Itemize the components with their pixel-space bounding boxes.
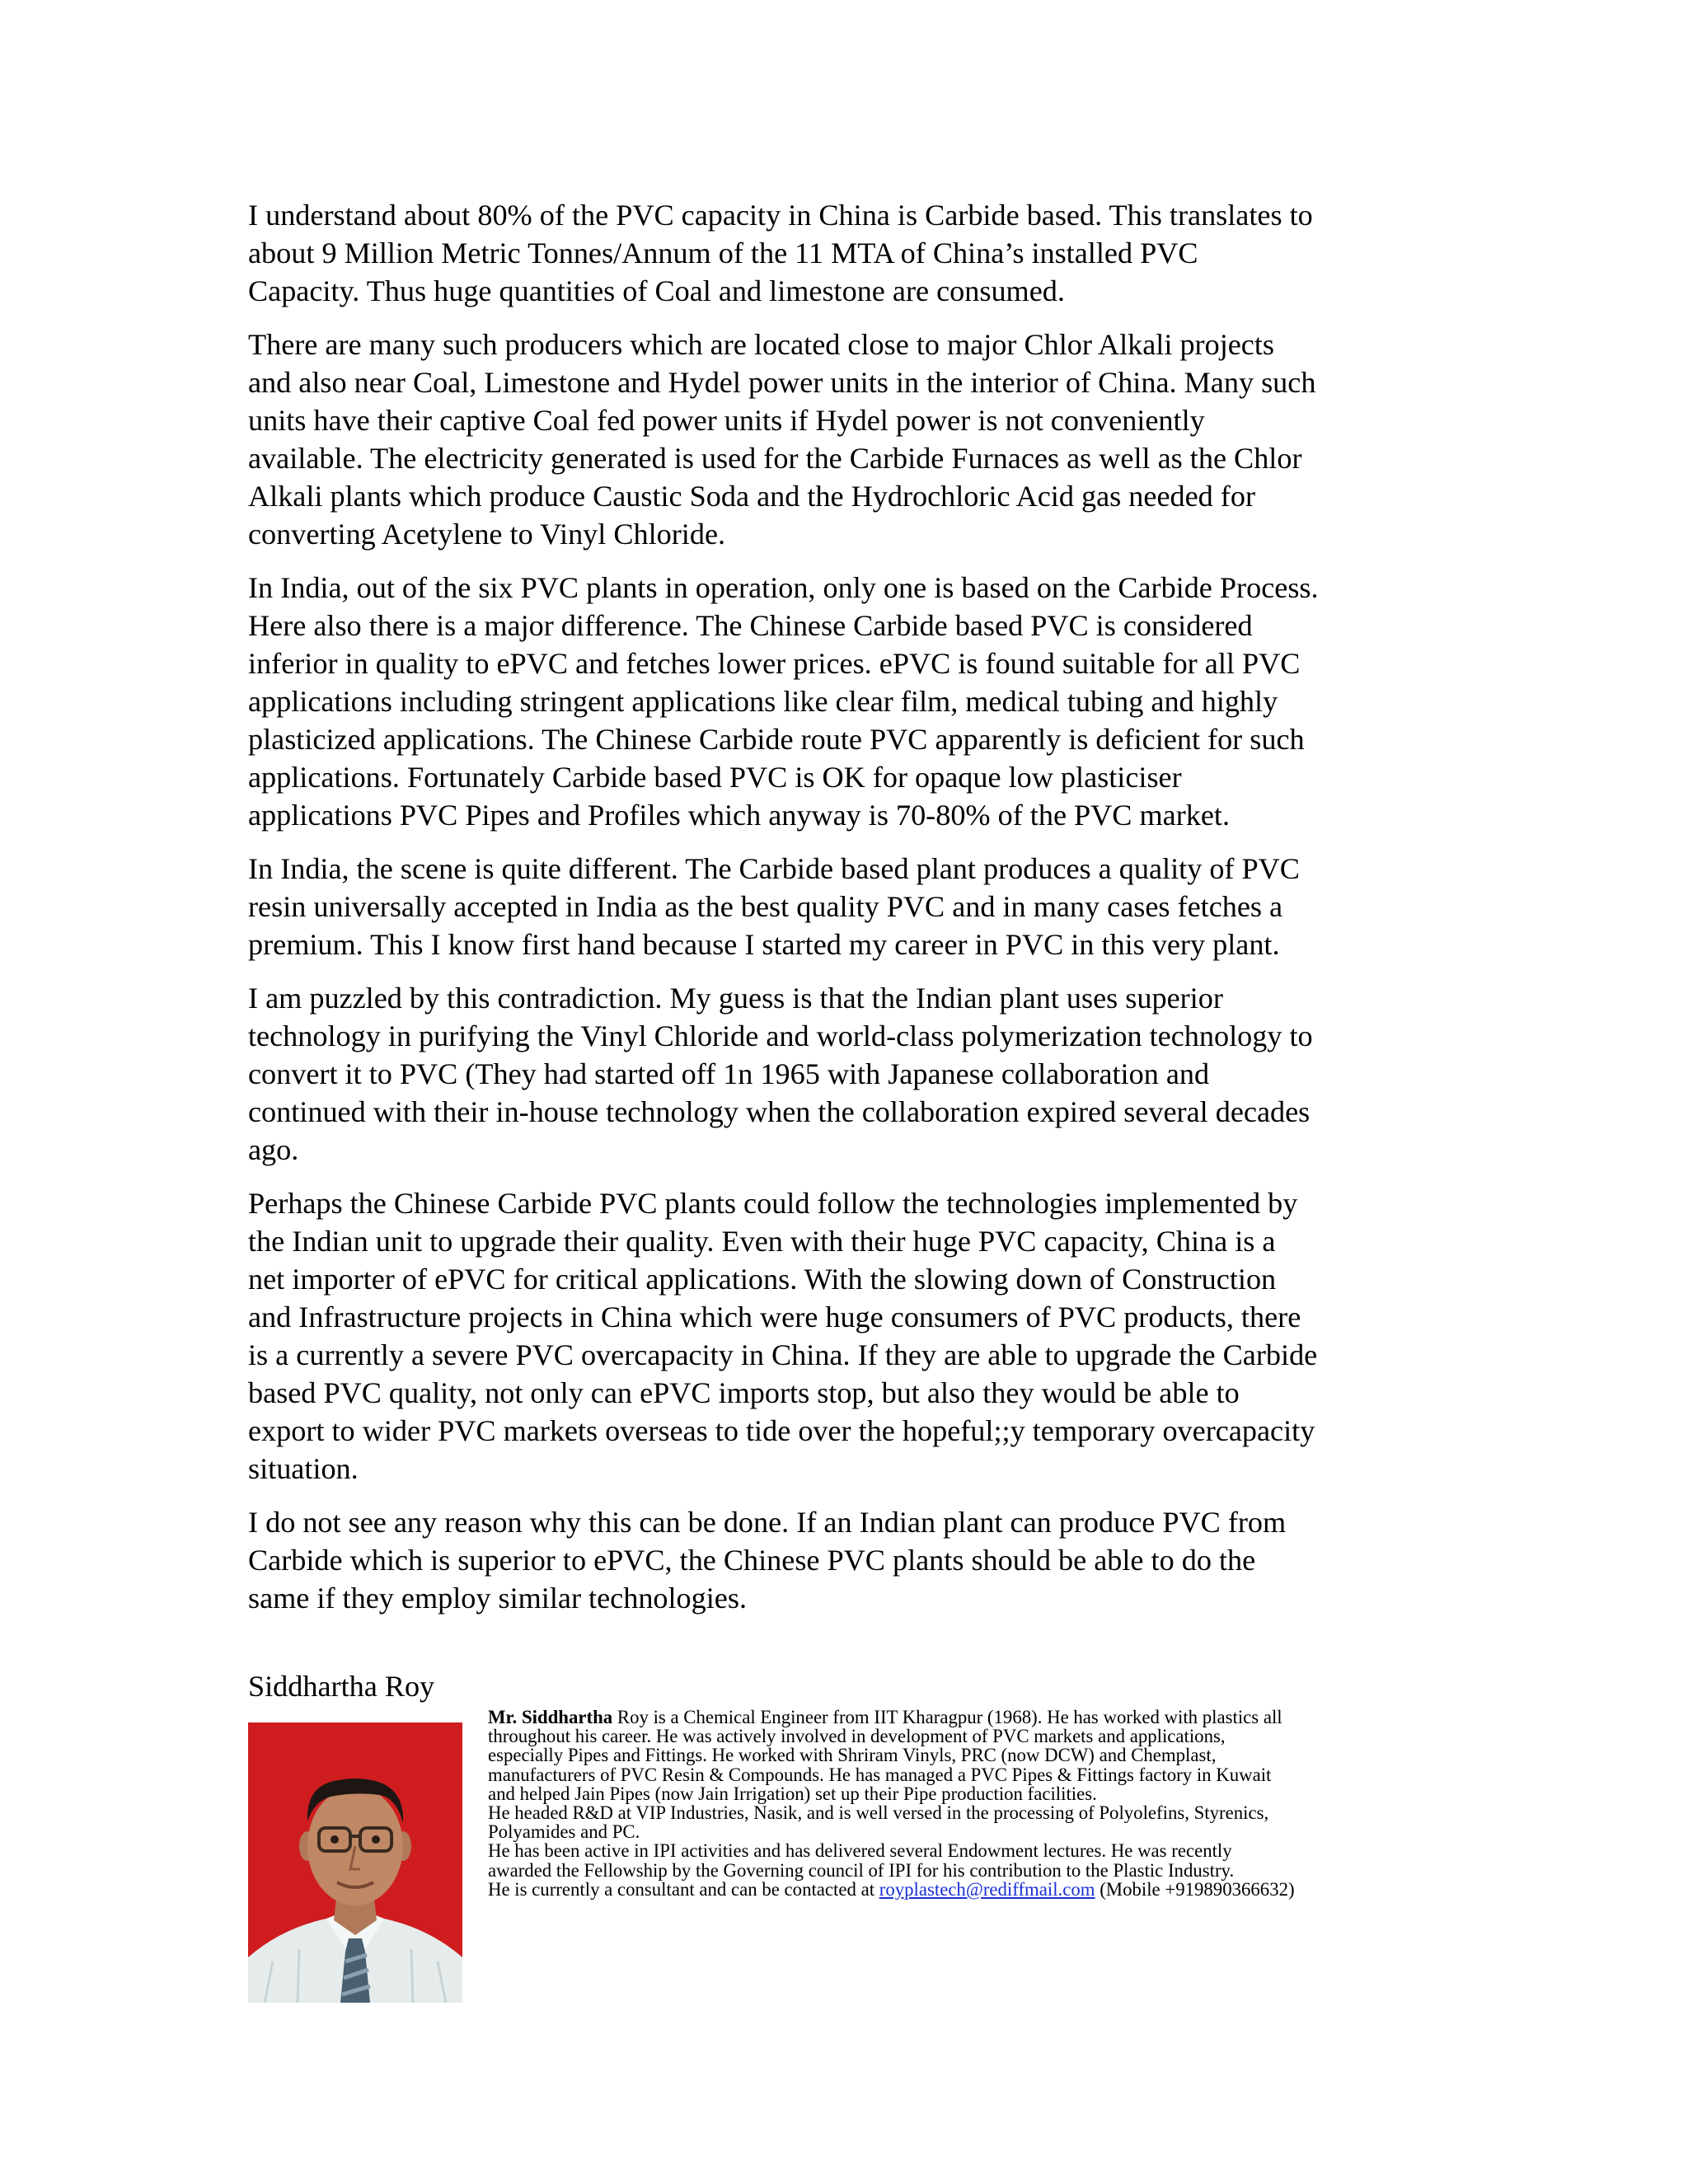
text-line: the Indian unit to upgrade their quality. Even with their huge PVC capacity, China is a [248, 1225, 1276, 1258]
bio-line: and helped Jain Pipes (now Jain Irrigation) set up their Pipe production facilities. [488, 1783, 1097, 1804]
bio-line: He headed R&D at VIP Industries, Nasik, and is well versed in the processing of Polyolefins, Styrenics, [488, 1802, 1269, 1824]
text-line: inferior in quality to ePVC and fetches lower prices. ePVC is found suitable for all PVC [248, 647, 1301, 680]
paragraph-3 [248, 569, 1451, 834]
bio-line: manufacturers of PVC Resin & Compounds. He has managed a PVC Pipes & Fittings factory in Kuwait [488, 1764, 1272, 1785]
bio-line: throughout his career. He was actively involved in development of PVC markets and applications, [488, 1726, 1226, 1747]
paragraph-5 [248, 979, 1451, 1169]
text-line: units have their captive Coal fed power units if Hydel power is not conveniently [248, 404, 1205, 437]
mobile-number: (Mobile +919890366632) [1095, 1878, 1295, 1900]
text-line: export to wider PVC markets overseas to tide over the hopeful;;y temporary overcapacity [248, 1414, 1315, 1447]
text-line: In India, out of the six PVC plants in operation, only one is based on the Carbide Process. [248, 571, 1319, 604]
text-line: Capacity. Thus huge quantities of Coal and limestone are consumed. [248, 274, 1065, 307]
text-line: net importer of ePVC for critical applications. With the slowing down of Construction [248, 1263, 1277, 1296]
text-line: applications PVC Pipes and Profiles which anyway is 70-80% of the PVC market. [248, 799, 1231, 832]
text-line: I understand about 80% of the PVC capacity in China is Carbide based. This translates to [248, 199, 1313, 232]
text-line: ago. [248, 1133, 299, 1166]
text-line: available. The electricity generated is used for the Carbide Furnaces as well as the Chlor [248, 442, 1302, 475]
text-line: same if they employ similar technologies. [248, 1582, 747, 1615]
text-line: In India, the scene is quite different. The Carbide based plant produces a quality of PVC [248, 852, 1300, 885]
text-line: and Infrastructure projects in China which were huge consumers of PVC products, there [248, 1301, 1301, 1333]
author-portrait-image [248, 1722, 462, 2003]
contact-prefix: He is currently a consultant and can be contacted at [488, 1878, 879, 1900]
text-line: resin universally accepted in India as the best quality PVC and in many cases fetches a [248, 890, 1283, 923]
paragraph-2 [248, 326, 1451, 553]
bio-line: especially Pipes and Fittings. He worked with Shriram Vinyls, PRC (now DCW) and Chemplast, [488, 1745, 1217, 1766]
text-line: about 9 Million Metric Tonnes/Annum of the 11 MTA of China’s installed PVC [248, 237, 1198, 269]
text-line: convert it to PVC (They had started off 1n 1965 with Japanese collaboration and [248, 1057, 1210, 1090]
text-line: Perhaps the Chinese Carbide PVC plants could follow the technologies implemented by [248, 1187, 1298, 1220]
bio-line: He has been active in IPI activities and has delivered several Endowment lectures. He was recently [488, 1840, 1232, 1862]
text-line: continued with their in-house technology when the collaboration expired several decades [248, 1095, 1311, 1128]
text-line: I do not see any reason why this can be done. If an Indian plant can produce PVC from [248, 1506, 1287, 1539]
paragraph-4 [248, 850, 1451, 963]
text-line: converting Acetylene to Vinyl Chloride. [248, 518, 726, 551]
bio-name: Mr. Siddhartha [488, 1707, 613, 1727]
article-body [248, 196, 1451, 1633]
bio-line: Polyamides and PC. [488, 1821, 640, 1843]
author-bio [488, 1708, 1452, 1899]
text-line: situation. [248, 1452, 359, 1485]
bio-contact-line [488, 1880, 1452, 1899]
email-link[interactable]: royplastech@rediffmail.com [879, 1878, 1095, 1900]
text-line: and also near Coal, Limestone and Hydel power units in the interior of China. Many such [248, 366, 1316, 399]
text-line: plasticized applications. The Chinese Carbide route PVC apparently is deficient for such [248, 723, 1305, 756]
text-line: is a currently a severe PVC overcapacity in China. If they are able to upgrade the Carbide [248, 1338, 1318, 1371]
text-line: technology in purifying the Vinyl Chloride and world-class polymerization technology to [248, 1019, 1313, 1052]
text-line: based PVC quality, not only can ePVC imports stop, but also they would be able to [248, 1376, 1240, 1409]
author-photo [248, 1722, 462, 2003]
text-line: Alkali plants which produce Caustic Soda and the Hydrochloric Acid gas needed for [248, 480, 1255, 513]
bio-line-text: Roy is a Chemical Engineer from IIT Kharagpur (1968). He has worked with plastics all [612, 1707, 1282, 1727]
paragraph-6 [248, 1184, 1451, 1488]
text-line: Here also there is a major difference. The Chinese Carbide based PVC is considered [248, 609, 1253, 642]
text-line: premium. This I know first hand because I started my career in PVC in this very plant. [248, 928, 1280, 961]
paragraph-7 [248, 1503, 1451, 1617]
paragraph-1 [248, 196, 1451, 310]
text-line: Carbide which is superior to ePVC, the Chinese PVC plants should be able to do the [248, 1544, 1256, 1577]
bio-line: awarded the Fellowship by the Governing council of IPI for his contribution to the Plastic Industry. [488, 1859, 1235, 1881]
text-line: There are many such producers which are located close to major Chlor Alkali projects [248, 328, 1275, 361]
text-line: applications including stringent applications like clear film, medical tubing and highly [248, 685, 1278, 718]
text-line: applications. Fortunately Carbide based PVC is OK for opaque low plasticiser [248, 761, 1182, 794]
bio-line [488, 1708, 1452, 1727]
text-line: I am puzzled by this contradiction. My guess is that the Indian plant uses superior [248, 982, 1223, 1015]
author-signature: Siddhartha Roy [248, 1670, 435, 1703]
